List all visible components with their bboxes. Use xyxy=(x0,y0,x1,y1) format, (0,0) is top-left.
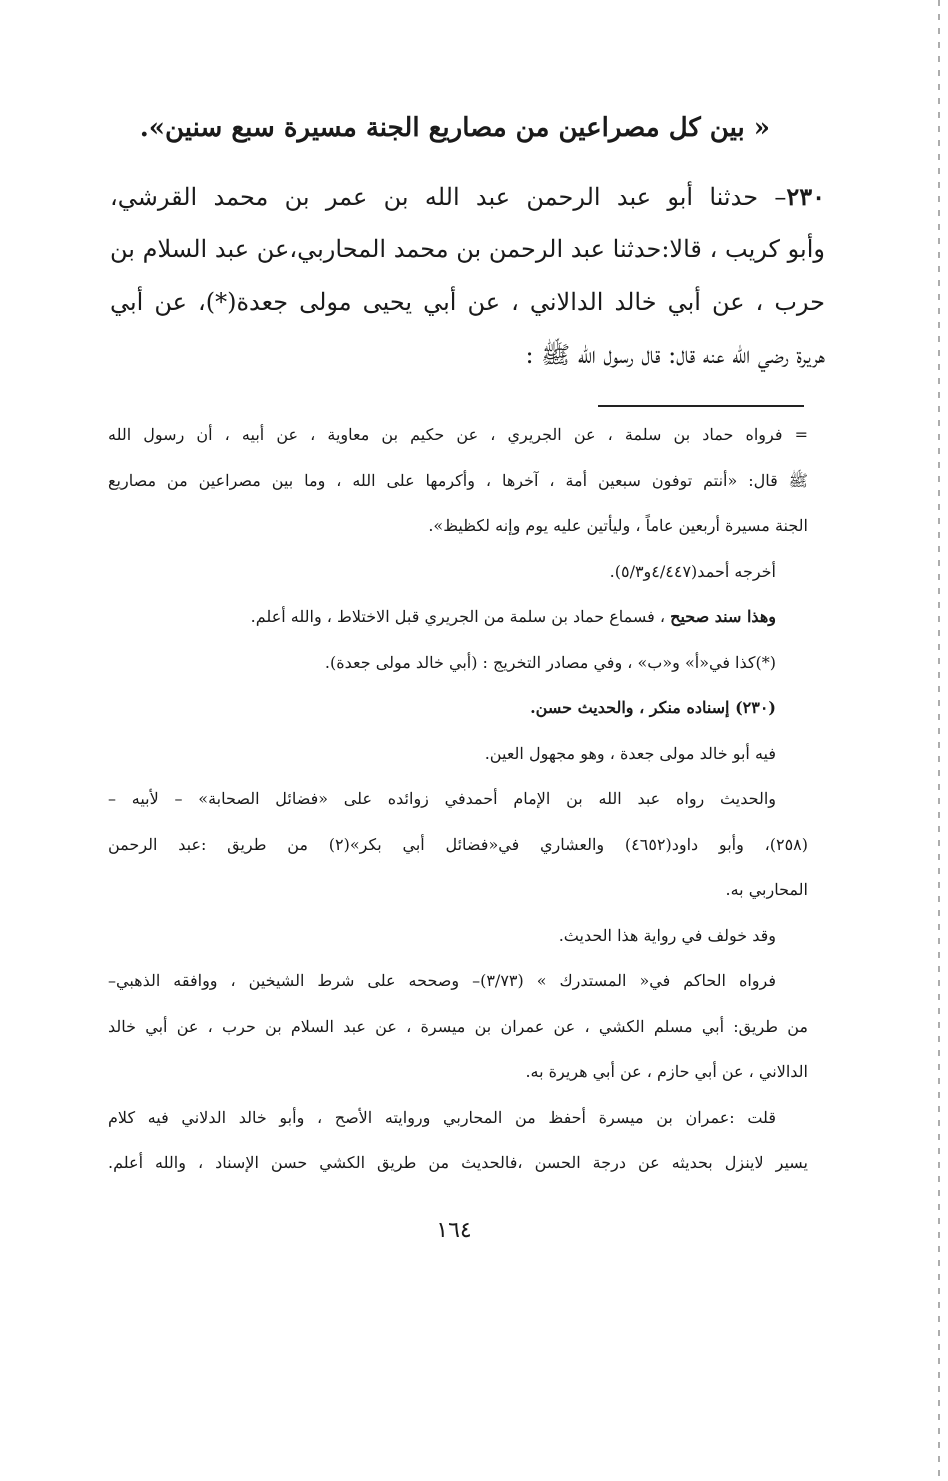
footnotes-block xyxy=(108,412,808,1186)
footnote-line: (*)كذا في«أ» و«ب» ، وفي مصادر التخريج : (أبي خالد مولى جعدة). xyxy=(324,652,776,672)
main-text-block xyxy=(110,170,825,382)
footnote-line: قلت :عمران بن ميسرة أحفظ من المحاربي وروايته الأصح ، وأبو خالد الدلاني فيه كلام xyxy=(108,1107,776,1127)
hadith-number: ٢٣٠ xyxy=(786,182,825,211)
footnote-line xyxy=(108,594,808,640)
main-line-1-text: – حدثنا أبو عبد الرحمن عبد الله بن عمر بن محمد القرشي، xyxy=(110,183,787,211)
main-line-2: وأبو كريب ، قالا:حدثنا عبد الرحمن بن محمد المحاربي،عن عبد السلام بن xyxy=(110,235,825,263)
footnote-line: الجنة مسيرة أربعين عاماً ، وليأتين عليه يوم وإنه لكظيظ». xyxy=(428,516,808,535)
footnote-line: (٢٣٠) إسناده منكر ، والحديث حسن. xyxy=(530,698,776,717)
footnote-bold-phrase: وهذا سند صحيح xyxy=(670,607,776,626)
footnote-line: فيه أبو خالد مولى جعدة ، وهو مجهول العين. xyxy=(484,743,776,763)
footnote-line: فرواه الحاكم في« المستدرك » (٣/٧٣)– وصححه على شرط الشيخين ، ووافقه الذهبي– xyxy=(108,971,777,990)
footnote-line: الدالاني ، عن أبي حازم ، عن أبي هريرة به. xyxy=(525,1062,808,1081)
footnote-line: = فرواه حماد بن سلمة ، عن الجريري ، عن حكيم بن معاوية ، عن أبيه ، أن رسول الله xyxy=(108,425,808,444)
footnote-line: المحاربي به. xyxy=(725,880,808,899)
main-line-4: هريرة رضي الله عنه قال: قال رسول الله ﷺ : xyxy=(525,341,825,369)
main-line-1 xyxy=(110,170,825,223)
hadith-headline: « بين كل مصراعين من مصاريع الجنة مسيرة سبع سنين». xyxy=(139,113,770,143)
footnote-line: يسير لاينزل بحديثه عن درجة الحسن ،فالحديث من طريق الكشي حسن الإسناد ، والله أعلم. xyxy=(108,1153,808,1172)
page-edge-line xyxy=(938,0,940,1481)
footnote-line: (٢٥٨)، وأبو داود(٤٦٥٢) والعشاري في«فضائل أبي بكر»(٢) من طريق :عبد الرحمن xyxy=(108,834,808,854)
footnote-line: وقد خولف في رواية هذا الحديث. xyxy=(558,925,776,945)
main-line-3: حرب ، عن أبي خالد الدالاني ، عن أبي يحيى مولى جعدة(*)، عن أبي xyxy=(110,288,825,316)
footnote-line: ﷺ قال: «أنتم توفون سبعين أمة ، آخرها ، وأكرمها على الله ، وما بين مصراعين من مصاريع xyxy=(108,470,808,490)
footnote-line-text: ، فسماع حماد بن سلمة من الجريري قبل الاختلاط ، والله أعلم. xyxy=(250,607,666,626)
footnote-line: من طريق: أبي مسلم الكشي ، عن عمران بن ميسرة ، عن عبد السلام بن حرب ، عن أبي خالد xyxy=(108,1016,808,1036)
page-number: ١٦٤ xyxy=(436,1218,472,1243)
footnote-line: والحديث رواه عبد الله بن الإمام أحمدفي زوائده على «فضائل الصحابة» – لأبيه – xyxy=(108,789,776,808)
footnote-line: أخرجه أحمد(٤/٤٤٧و٥/٣). xyxy=(609,561,776,581)
footnote-separator xyxy=(598,405,804,407)
